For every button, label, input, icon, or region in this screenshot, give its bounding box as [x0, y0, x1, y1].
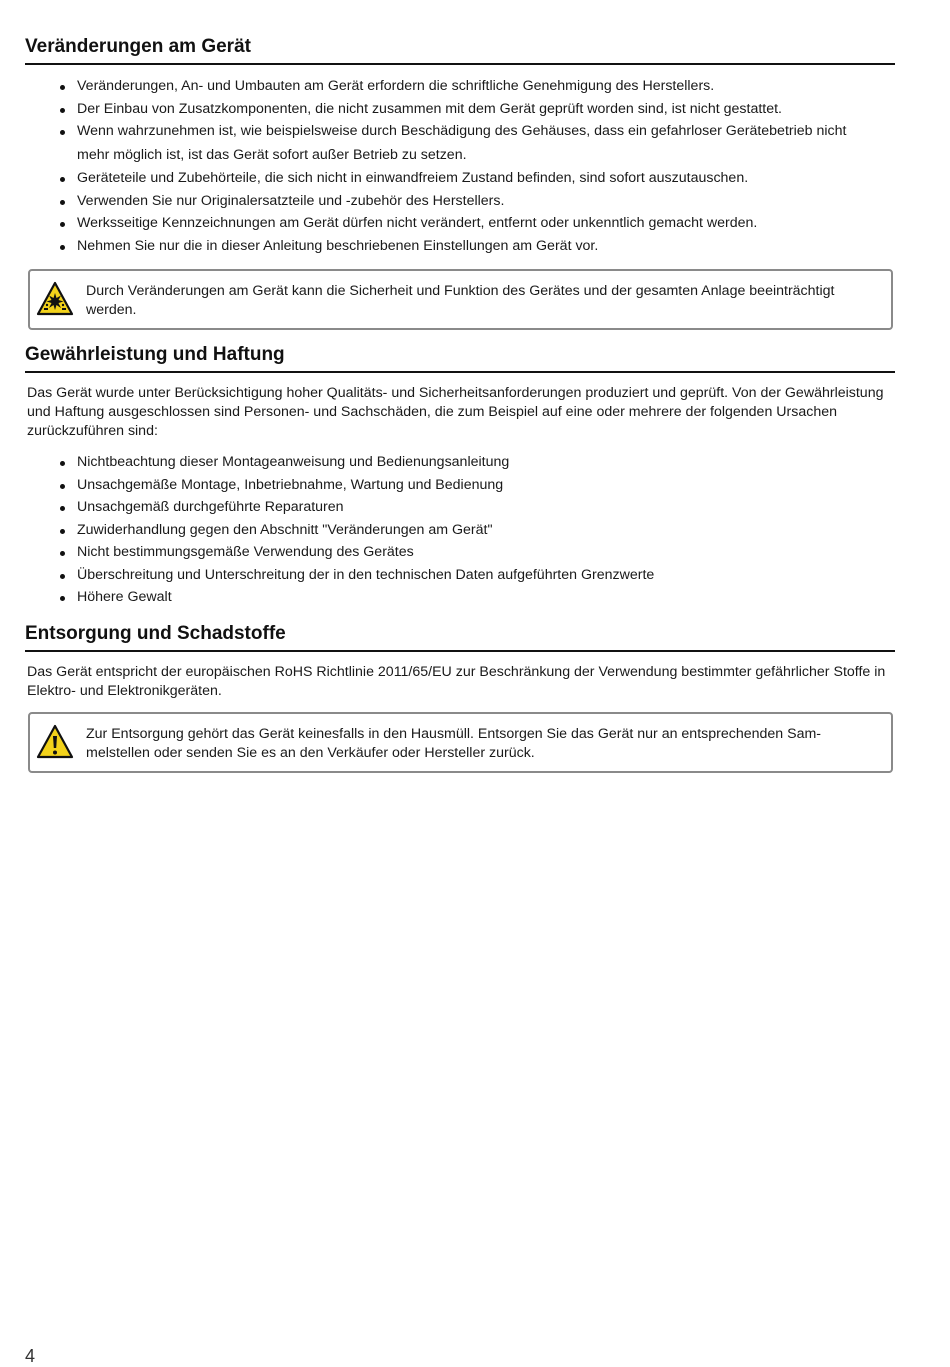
- page-number: 4: [25, 1346, 36, 1366]
- bullet-list-gewaehrleistung: [0, 451, 950, 609]
- list-item: Nichtbeachtung dieser Montageanweisung und Bedienungsanleitung: [0, 451, 857, 474]
- bullet-list-veraenderungen: [0, 75, 950, 257]
- list-item: Unsachgemäße Montage, Inbetriebnahme, Wartung und Bedienung: [0, 474, 857, 497]
- intro-paragraph-gewaehrleistung: Das Gerät wurde unter Berücksichtigung hoher Qualitäts- und Sicherheitsanforderungen produziert und geprüft. Von der Gewährleistung und Haftung ausgeschlossen sind Personen- und Sachschäden, die zum Beispiel auf eine oder mehrere der folgenden Ursachen zurückzuführen sind:: [27, 385, 884, 439]
- list-item: Höhere Gewalt: [0, 586, 857, 609]
- list-item: Zuwiderhandlung gegen den Abschnitt "Veränderungen am Gerät": [0, 519, 857, 542]
- notice-box-modification: [28, 269, 893, 330]
- list-item: Unsachgemäß durchgeführte Reparaturen: [0, 496, 857, 519]
- list-item: Überschreitung und Unterschreitung der in den technischen Daten aufgeführten Grenzwerte: [0, 564, 857, 587]
- list-item: Verwenden Sie nur Originalersatzteile und -zubehör des Herstellers.: [0, 190, 857, 213]
- list-item: Nehmen Sie nur die in dieser Anleitung beschriebenen Einstellungen am Gerät vor.: [0, 235, 857, 258]
- list-item: Geräteteile und Zubehörteile, die sich nicht in einwandfreiem Zustand befinden, sind sofort auszutauschen.: [0, 167, 857, 190]
- list-item: Veränderungen, An- und Umbauten am Gerät erfordern die schriftliche Genehmigung des Herstellers.: [0, 75, 857, 98]
- list-item: Werksseitige Kennzeichnungen am Gerät dürfen nicht verändert, entfernt oder unkenntlich gemacht werden.: [0, 212, 857, 235]
- list-item: Der Einbau von Zusatzkomponenten, die nicht zusammen mit dem Gerät geprüft worden sind, ist nicht gestattet.: [0, 98, 857, 121]
- explosion-warning-icon: [36, 281, 74, 322]
- warning-triangle-icon: [36, 724, 74, 765]
- notice-box-disposal: [28, 712, 893, 773]
- intro-paragraph-entsorgung: Das Gerät entspricht der europäischen RoHS Richtlinie 2011/65/EU zur Beschränkung der Verwendung bestimmter gefährlicher Stoffe in Elektro- und Elektronikgeräten.: [27, 664, 886, 699]
- list-item: Nicht bestimmungsgemäße Verwendung des Gerätes: [0, 541, 857, 564]
- list-item: Wenn wahrzunehmen ist, wie beispielsweise durch Beschädigung des Gehäuses, dass ein gefahrloser Gerätebetrieb nicht mehr möglich ist, ist das Gerät sofort außer Betrieb zu setzen.: [0, 120, 857, 167]
- section-heading-entsorgung: Entsorgung und Schadstoffe: [25, 622, 895, 652]
- section-heading-veraenderungen: Veränderungen am Gerät: [25, 35, 895, 65]
- notice-text: Zur Entsorgung gehört das Gerät keinesfalls in den Hausmüll. Entsorgen Sie das Gerät nur an entsprechenden Sammelstellen oder senden Sie es an den Verkäufer oder Hersteller zurück.: [86, 726, 822, 761]
- section-heading-gewaehrleistung: Gewährleistung und Haftung: [25, 343, 895, 373]
- notice-text: Durch Veränderungen am Gerät kann die Sicherheit und Funktion des Gerätes und der gesamten Anlage beeinträchtigt werden.: [86, 283, 835, 318]
